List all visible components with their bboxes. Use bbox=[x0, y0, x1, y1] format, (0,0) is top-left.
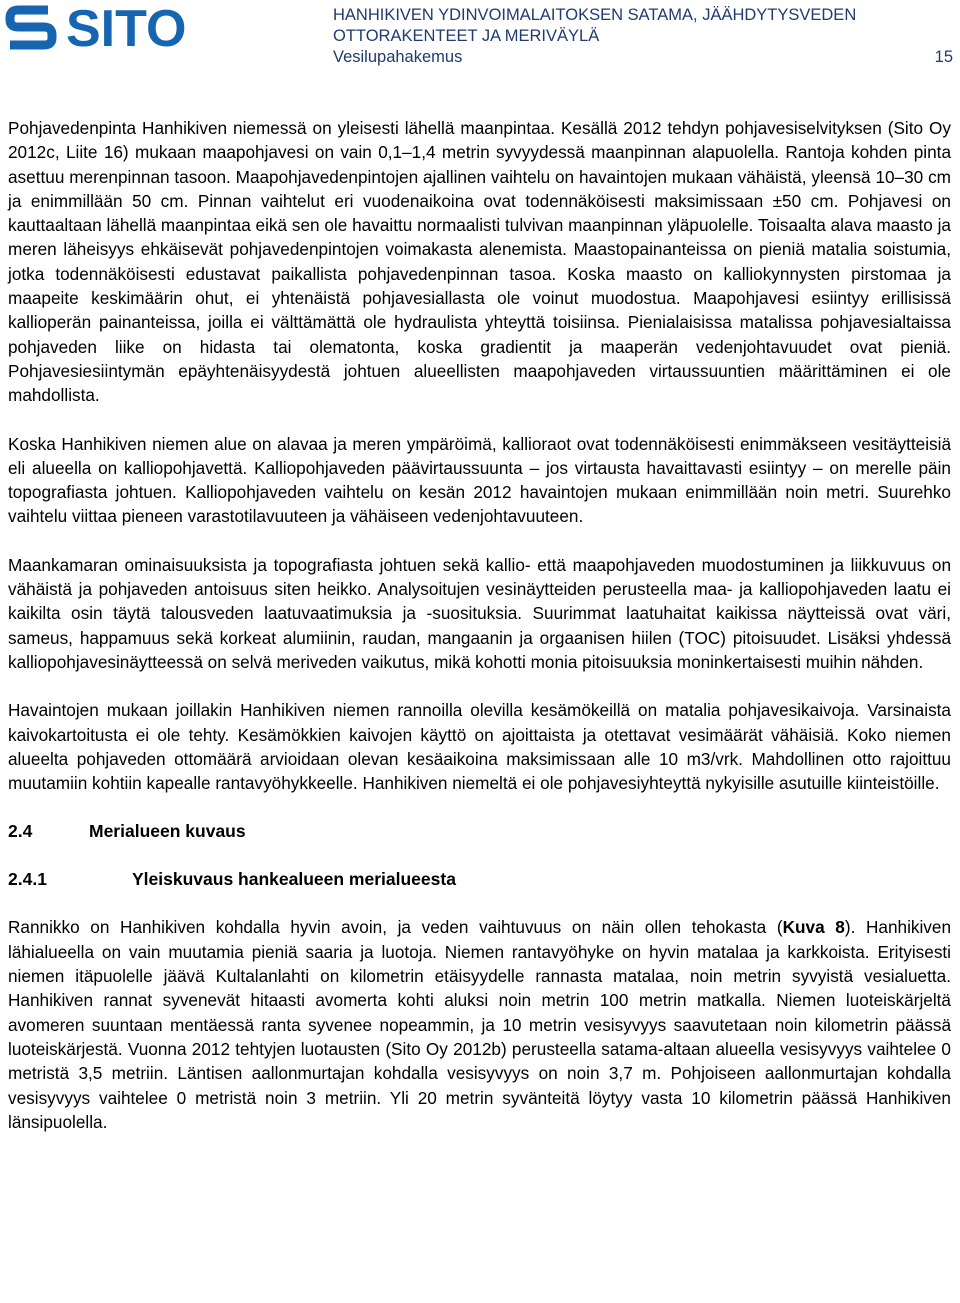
section-number: 2.4 bbox=[8, 821, 33, 842]
paragraph-sea-area bbox=[8, 915, 951, 1134]
figure-reference: Kuva 8 bbox=[782, 917, 845, 938]
sito-logo bbox=[4, 2, 230, 52]
paragraph-bedrock-groundwater: Koska Hanhikiven niemen alue on alavaa ja meren ympäröimä, kallioraot ovat todennäköisesti enimmäkseen vesitäytteisiä eli alueella on kalliopohjavettä. Kalliopohjaveden päävirtaussuunta – jos virtausta havaittavasti esiintyy – on merelle päin topografiasta johtuen. Kalliopohjaveden vaihtelu on kesän 2012 havaintojen mukaan enimmillään noin metri. Suurehko vaihtelu viittaa pieneen varastotilavuuteen ja vähäiseen vedenjohtavuuteen. bbox=[8, 433, 951, 527]
header-title-line1: HANHIKIVEN YDINVOIMALAITOKSEN SATAMA, JÄÄHDYTYSVEDEN bbox=[333, 6, 857, 24]
page-header bbox=[0, 0, 960, 80]
header-subtitle-row bbox=[333, 47, 953, 68]
subsection-title: Yleiskuvaus hankealueen merialueesta bbox=[132, 869, 456, 890]
sito-logo-icon bbox=[4, 2, 230, 52]
logo-text: SITO bbox=[66, 2, 187, 52]
page-number: 15 bbox=[934, 48, 953, 66]
paragraph-groundwater-level: Pohjavedenpinta Hanhikiven niemessä on yleisesti lähellä maanpintaa. Kesällä 2012 tehdyn pohjavesiselvityksen (Sito Oy 2012c, Liite 16) mukaan maapohjavesi on vain 0,1–1,4 metrin syvyydessä maanpinnan alapuolella. Rantoja kohden pinta asettuu merenpinnan tasoon. Maapohjavedenpintojen ajallinen vaihtelu on havaintojen mukaan vähäistä, yleensä 10–30 cm ja enimmillään 50 cm. Pinnan vaihtelut eri vuodenaikoina ovat todennäköisesti maksimissaan ±50 cm. Pohjavesi on kauttaaltaan lähellä maanpintaa eikä sen ole havaittu normaalisti tulvivan maanpinnan yläpuolelle. Toisaalta alava maasto ja meren läheisyys ehkäisevät pohjavedenpintojen voimakasta alenemista. Maastopainanteissa on pieniä matalia soistumia, jotka todennäköisesti edustavat paikallista pohjavedenpinnan tasoa. Koska maasto on kalliokynnysten pirstomaa ja maapeite keskimäärin ohut, ei yhtenäistä pohjavesiallasta ole voinut muodostua. Maapohjavesi esiintyy erillisissä kallioperän painanteissa, joilla ei välttämättä ole hydraulista yhteyttä toisiinsa. Pienialaisissa matalissa pohjavesialtaissa pohjaveden liike on hidasta tai olematonta, koska gradientit ja maaperän vedenjohtavuudet ovat pieniä. Pohjavesiesiintymän epäyhtenäisyydestä johtuen alueellisten maapohjaveden virtaussuuntien määrittäminen ei ole mahdollista. bbox=[8, 118, 951, 406]
section-heading bbox=[8, 819, 951, 843]
paragraph-groundwater-quality: Maankamaran ominaisuuksista ja topografiasta johtuen sekä kallio- että maapohjaveden muodostuminen ja liikkuvuus on vähäistä ja pohjaveden antoisuus siten heikko. Analysoitujen vesinäytteiden perusteella maa- ja kalliopohjaveden laatu ei kaikilta osin täytä talousveden laatuvaatimuksia ja -suosituksia. Suurimmat laatuhaitat kaikissa näytteissä ovat väri, sameus, happamuus sekä korkeat alumiinin, raudan, mangaanin ja orgaanisen hiilen (TOC) pitoisuudet. Lisäksi yhdessä kalliopohjavesinäytteessä on selvä meriveden vaikutus, mikä kohotti monia pitoisuuksia moninkertaisesti muihin nähden. bbox=[8, 554, 951, 672]
document-body bbox=[8, 116, 951, 1158]
sea-area-text-after: ). Hanhikiven lähialueella on vain muutamia pieniä saaria ja luotoja. Niemen rantavyöhyke on hyvin matalaa ja karkkoista. Erityisesti niemen itäpuolelle jäävä Kultalanlahti on kilometrin etäisyydelle rannasta matalaa, noin metrin syvyistä vesialuetta. Hanhikiven rannat syvenevät hitaasti avomerta kohti aluksi noin metrin 100 metrin matkalla. Niemen luoteiskärjeltä avomeren suuntaan mentäessä ranta syvenee nopeammin, ja 10 metrin vesisyvyys saavutetaan noin kilometrin päässä luoteiskärjestä. Vuonna 2012 tehtyjen luotausten (Sito Oy 2012b) perusteella satama-altaan alueella vesisyvyys vaihtelee 0 metristä 3,5 metriin. Läntisen aallonmurtajan kohdalla vesisyvyys on noin 3,7 m. Pohjoiseen aallonmurtajan kohdalla vesisyvyys vaihtelee 0 metristä noin 3 metriin. Yli 20 metrin syvänteitä löytyy vasta 10 kilometrin päässä Hanhikiven länsipuolella. bbox=[8, 917, 952, 1132]
paragraph-wells: Havaintojen mukaan joillakin Hanhikiven niemen rannoilla olevilla kesämökeillä on matalia pohjavesikaivoja. Varsinaista kaivokartoitusta ei ole tehty. Kesämökkien kaivojen käyttö on ajoittaista ja otettavat vesimäärät vähäisiä. Koko niemen alueelta pohjaveden ottomäärä arvioidaan olevan kesäaikoina maksimissaan alle 10 m3/vrk. Mahdollinen otto rajoittuu muutamiin kohtiin kapealle rantavyöhykkeelle. Hanhikiven niemeltä ei ole pohjavesiyhteyttä nykyisille asutuille kiinteistöille. bbox=[8, 700, 951, 794]
subsection-number: 2.4.1 bbox=[8, 869, 47, 890]
section-title: Merialueen kuvaus bbox=[89, 821, 246, 842]
header-text bbox=[333, 5, 953, 68]
subsection-heading bbox=[8, 867, 951, 891]
header-title-line2: OTTORAKENTEET JA MERIVÄYLÄ bbox=[333, 27, 600, 45]
header-subtitle: Vesilupahakemus bbox=[333, 48, 463, 66]
sea-area-text-before: Rannikko on Hanhikiven kohdalla hyvin avoin, ja veden vaihtuvuus on näin ollen tehokasta ( bbox=[8, 917, 783, 938]
